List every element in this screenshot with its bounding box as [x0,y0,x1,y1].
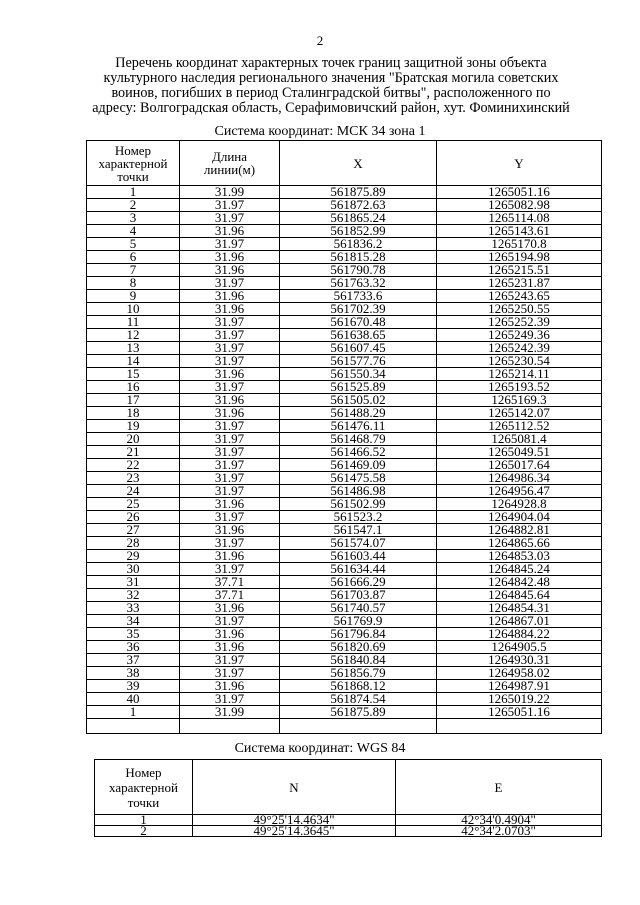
table-cell: 1 [87,706,180,719]
table-cell: 1265081.4 [437,433,602,446]
header-e: E [396,760,602,815]
header-line: Номер [114,142,152,158]
table-cell: 8 [87,277,180,290]
table-row [87,264,602,277]
table-cell: 561790.78 [280,264,437,277]
table-cell: 34 [87,615,180,628]
table-cell: 1265250.55 [437,303,602,316]
table-cell: 1265252.39 [437,316,602,329]
table-row [87,563,602,576]
table-row [87,329,602,342]
header-line: линии(м) [203,162,256,177]
table-cell: 1265051.16 [437,186,602,199]
table-cell: 1265019.22 [437,693,602,706]
table-cell: 19 [87,420,180,433]
table-row [87,602,602,615]
table-cell: 1264905.5 [437,641,602,654]
table-cell: 36 [87,641,180,654]
table-cell: 31.99 [180,706,280,719]
table-cell: 31.96 [180,524,280,537]
table-cell: 31.97 [180,654,280,667]
header-n: N [193,760,396,815]
table-cell: 31.97 [180,381,280,394]
table-cell: 561836.2 [280,238,437,251]
table-cell: 1265243.65 [437,290,602,303]
table-row [87,407,602,420]
table-cell: 2 [87,199,180,212]
table-row [87,537,602,550]
table-cell: 31.97 [180,199,280,212]
table-cell: 24 [87,485,180,498]
table-cell: 561769.9 [280,615,437,628]
table-cell: 561638.65 [280,329,437,342]
table-cell: 1264987.91 [437,680,602,693]
table-row [87,589,602,602]
table-row [87,667,602,680]
table-row [87,706,602,719]
table-cell: 31.97 [180,238,280,251]
table-cell: 561525.89 [280,381,437,394]
table-cell: 23 [87,472,180,485]
table-cell: 1264930.31 [437,654,602,667]
msk-table-body [87,186,602,734]
table-cell: 31.97 [180,693,280,706]
table-row [87,524,602,537]
table-cell: 1264842.48 [437,576,602,589]
table-cell: 561815.28 [280,251,437,264]
table-cell: 1265215.51 [437,264,602,277]
table-row [87,368,602,381]
table-row [87,199,602,212]
table-cell: 7 [87,264,180,277]
table-cell: 561763.32 [280,277,437,290]
table-cell: 561523.2 [280,511,437,524]
table-cell: 1265082.98 [437,199,602,212]
table-cell: 31.97 [180,277,280,290]
header-point-number [95,760,193,815]
table-cell: 31.96 [180,641,280,654]
table-cell: 561796.84 [280,628,437,641]
msk-caption: Система координат: МСК 34 зона 1 [214,124,426,139]
table-cell: 1265170.8 [437,238,602,251]
table-cell: 13 [87,342,180,355]
table-row [87,550,602,563]
title-line: воинов, погибших в период Сталинградской битвы", расположенного по [111,85,551,101]
table-cell: 561733.6 [280,290,437,303]
table-row [87,680,602,693]
table-cell: 1265114.08 [437,212,602,225]
table-cell: 33 [87,602,180,615]
table-cell: 561875.89 [280,706,437,719]
table-cell: 561703.87 [280,589,437,602]
table-cell: 31.97 [180,355,280,368]
table-row [87,186,602,199]
table-cell: 31.96 [180,407,280,420]
table-cell: 561840.84 [280,654,437,667]
table-cell: 42°34'2.0703" [396,826,602,837]
table-cell: 561868.12 [280,680,437,693]
table-cell: 561486.98 [280,485,437,498]
table-cell: 1265049.51 [437,446,602,459]
table-cell: 31.97 [180,615,280,628]
table-cell: 27 [87,524,180,537]
table-cell: 10 [87,303,180,316]
table-cell: 561476.11 [280,420,437,433]
table-cell: 31.97 [180,537,280,550]
table-cell: 1265112.52 [437,420,602,433]
table-cell: 38 [87,667,180,680]
table-cell: 1265249.36 [437,329,602,342]
table-cell: 1 [95,815,193,826]
table-row [87,628,602,641]
table-cell: 561820.69 [280,641,437,654]
table-cell [87,719,180,734]
header-line: Длина [211,149,248,164]
table-cell: 31.96 [180,290,280,303]
table-cell: 32 [87,589,180,602]
table-cell: 49°25'14.4634" [193,815,396,826]
table-cell: 561607.45 [280,342,437,355]
table-cell: 561577.76 [280,355,437,368]
table-row [87,342,602,355]
table-cell: 31.97 [180,420,280,433]
table-row [87,498,602,511]
table-row [95,815,602,826]
table-cell: 561670.48 [280,316,437,329]
header-line: характерной [98,155,168,171]
table-cell: 561466.52 [280,446,437,459]
table-cell: 31.97 [180,667,280,680]
title-line: культурного наследия регионального значения "Братская могила советских [103,70,559,86]
table-cell: 31.96 [180,264,280,277]
title-line: адресу: Волгоградская область, Серафимовичский район, хут. Фоминихинский [92,100,570,116]
table-row [87,472,602,485]
wgs-caption: Система координат: WGS 84 [234,741,406,756]
table-cell: 561875.89 [280,186,437,199]
table-row [87,316,602,329]
table-cell: 5 [87,238,180,251]
document-title [40,56,622,116]
table-header-row [87,141,602,186]
table-cell: 37.71 [180,589,280,602]
table-cell: 49°25'14.3645" [193,826,396,837]
table-cell: 561574.07 [280,537,437,550]
table-cell: 561488.29 [280,407,437,420]
table-cell: 1265242.39 [437,342,602,355]
table-cell: 561505.02 [280,394,437,407]
header-line: точки [127,794,160,810]
table-cell: 4 [87,225,180,238]
table-row [87,446,602,459]
table-row [95,826,602,837]
table-cell: 28 [87,537,180,550]
table-cell: 561740.57 [280,602,437,615]
table-cell: 15 [87,368,180,381]
table-cell: 16 [87,381,180,394]
table-cell: 12 [87,329,180,342]
table-cell: 1265051.16 [437,706,602,719]
table-row [87,693,602,706]
table-cell: 31.97 [180,329,280,342]
table-cell: 1265142.07 [437,407,602,420]
table-cell: 22 [87,459,180,472]
table-cell: 1264884.22 [437,628,602,641]
table-cell: 561502.99 [280,498,437,511]
table-cell: 31.97 [180,446,280,459]
page-number: 2 [316,33,324,48]
table-cell: 561852.99 [280,225,437,238]
table-cell: 37.71 [180,576,280,589]
table-row [87,225,602,238]
table-cell: 561469.09 [280,459,437,472]
table-cell: 1264865.66 [437,537,602,550]
table-cell: 31.97 [180,485,280,498]
table-cell [180,719,280,734]
table-cell: 1264845.64 [437,589,602,602]
wgs-coordinates-table [94,759,602,837]
table-cell: 11 [87,316,180,329]
table-row [87,654,602,667]
table-cell: 561547.1 [280,524,437,537]
table-cell: 561634.44 [280,563,437,576]
table-cell: 31.96 [180,680,280,693]
table-cell: 561856.79 [280,667,437,680]
header-line-length [180,141,280,186]
table-cell: 561702.39 [280,303,437,316]
table-cell: 31.97 [180,212,280,225]
table-cell: 20 [87,433,180,446]
table-cell: 31.97 [180,342,280,355]
table-cell: 561603.44 [280,550,437,563]
table-cell: 6 [87,251,180,264]
table-row [87,303,602,316]
table-cell [280,719,437,734]
table-row [87,615,602,628]
table-cell: 1264853.03 [437,550,602,563]
table-cell: 561666.29 [280,576,437,589]
table-cell: 1264854.31 [437,602,602,615]
header-line: характерной [109,779,178,795]
header-line: Номер [125,764,162,780]
table-row [87,355,602,368]
table-cell: 1265231.87 [437,277,602,290]
table-cell: 31.96 [180,251,280,264]
table-row [87,641,602,654]
table-cell: 42°34'0.4904" [396,815,602,826]
header-x: X [280,141,437,186]
table-cell: 9 [87,290,180,303]
table-cell: 31.96 [180,550,280,563]
table-cell: 1264882.81 [437,524,602,537]
table-cell: 1264986.34 [437,472,602,485]
table-row [87,277,602,290]
table-cell: 40 [87,693,180,706]
table-row [87,251,602,264]
table-cell: 31.96 [180,628,280,641]
table-cell: 31 [87,576,180,589]
table-cell: 21 [87,446,180,459]
table-cell: 29 [87,550,180,563]
header-y: Y [437,141,602,186]
table-cell: 1264904.04 [437,511,602,524]
table-cell: 31.97 [180,316,280,329]
table-cell: 1264956.47 [437,485,602,498]
table-cell: 561468.79 [280,433,437,446]
table-cell: 3 [87,212,180,225]
table-row [87,420,602,433]
table-cell [437,719,602,734]
table-row [87,576,602,589]
table-cell: 31.97 [180,459,280,472]
table-cell: 18 [87,407,180,420]
table-cell: 17 [87,394,180,407]
table-cell: 561475.58 [280,472,437,485]
table-cell: 1265017.64 [437,459,602,472]
table-cell: 31.97 [180,472,280,485]
table-cell: 1264867.01 [437,615,602,628]
table-cell: 35 [87,628,180,641]
wgs-table-body [95,815,602,837]
table-row [87,212,602,225]
table-cell: 31.99 [180,186,280,199]
table-row-empty [87,719,602,734]
msk-coordinates-table [86,140,602,734]
table-cell: 1265194.98 [437,251,602,264]
table-cell: 1265169.3 [437,394,602,407]
table-row [87,433,602,446]
table-cell: 561872.63 [280,199,437,212]
table-cell: 31.97 [180,433,280,446]
table-row [87,290,602,303]
table-cell: 31.96 [180,368,280,381]
table-cell: 31.96 [180,394,280,407]
table-cell: 25 [87,498,180,511]
table-cell: 1264928.8 [437,498,602,511]
table-cell: 31.96 [180,498,280,511]
table-cell: 561874.54 [280,693,437,706]
table-cell: 30 [87,563,180,576]
table-cell: 1265230.54 [437,355,602,368]
table-cell: 37 [87,654,180,667]
table-cell: 2 [95,826,193,837]
table-row [87,238,602,251]
table-row [87,381,602,394]
table-cell: 1265214.11 [437,368,602,381]
table-row [87,394,602,407]
table-header-row [95,760,602,815]
table-cell: 14 [87,355,180,368]
table-cell: 26 [87,511,180,524]
title-line: Перечень координат характерных точек границ защитной зоны объекта [115,55,547,71]
table-row [87,459,602,472]
table-row [87,511,602,524]
table-row [87,485,602,498]
table-cell: 1265143.61 [437,225,602,238]
table-cell: 31.97 [180,511,280,524]
table-cell: 1264845.24 [437,563,602,576]
header-line: точки [117,168,149,184]
table-cell: 1 [87,186,180,199]
table-cell: 561865.24 [280,212,437,225]
table-cell: 31.96 [180,602,280,615]
table-cell: 1264958.02 [437,667,602,680]
table-cell: 31.97 [180,563,280,576]
table-cell: 31.96 [180,303,280,316]
table-cell: 1265193.52 [437,381,602,394]
table-cell: 561550.34 [280,368,437,381]
table-cell: 39 [87,680,180,693]
header-point-number [87,141,180,186]
table-cell: 31.96 [180,225,280,238]
